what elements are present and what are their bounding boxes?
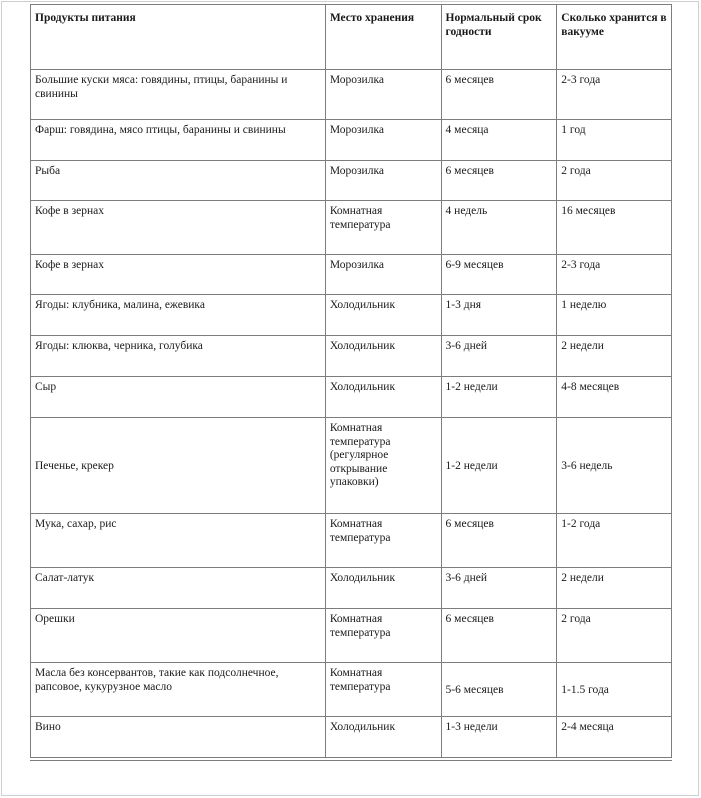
cell-normal: 3-6 дней — [441, 568, 557, 609]
header-place: Место хранения — [325, 5, 441, 70]
cell-product: Орешки — [31, 609, 326, 663]
cell-vacuum: 2-3 года — [557, 255, 672, 295]
cell-normal: 4 недель — [441, 201, 557, 255]
table-bottom-divider — [30, 760, 672, 761]
cell-vacuum: 1-2 года — [557, 514, 672, 568]
cell-place: Комнатная температура — [325, 514, 441, 568]
cell-product: Кофе в зернах — [31, 201, 326, 255]
cell-vacuum: 1 год — [557, 120, 672, 161]
table-row — [31, 201, 672, 255]
cell-vacuum: 2 недели — [557, 336, 672, 377]
table-row — [31, 717, 672, 758]
cell-product: Ягоды: клюква, черника, голубика — [31, 336, 326, 377]
cell-product: Фарш: говядина, мясо птицы, баранины и свинины — [31, 120, 326, 161]
cell-normal: 1-2 недели — [441, 377, 557, 418]
table-row — [31, 418, 672, 514]
cell-vacuum: 2-3 года — [557, 70, 672, 120]
cell-normal: 6 месяцев — [441, 514, 557, 568]
table-row — [31, 663, 672, 717]
cell-product: Ягоды: клубника, малина, ежевика — [31, 295, 326, 336]
cell-place: Комнатная температура — [325, 201, 441, 255]
cell-normal: 5-6 месяцев — [441, 663, 557, 717]
cell-place: Холодильник — [325, 568, 441, 609]
cell-product: Большие куски мяса: говядины, птицы, баранины и свинины — [31, 70, 326, 120]
cell-vacuum: 2-4 месяца — [557, 717, 672, 758]
cell-place: Морозилка — [325, 120, 441, 161]
table-row — [31, 120, 672, 161]
cell-vacuum: 3-6 недель — [557, 418, 672, 514]
table-row — [31, 70, 672, 120]
cell-place: Морозилка — [325, 255, 441, 295]
table-header-row — [31, 5, 672, 70]
cell-place: Морозилка — [325, 161, 441, 201]
cell-product: Масла без консервантов, такие как подсолнечное, рапсовое, кукурузное масло — [31, 663, 326, 717]
cell-normal: 1-3 недели — [441, 717, 557, 758]
cell-place: Холодильник — [325, 336, 441, 377]
cell-vacuum: 1 неделю — [557, 295, 672, 336]
cell-vacuum: 2 года — [557, 609, 672, 663]
cell-normal: 1-3 дня — [441, 295, 557, 336]
cell-normal: 1-2 недели — [441, 418, 557, 514]
cell-place: Холодильник — [325, 295, 441, 336]
cell-product: Рыба — [31, 161, 326, 201]
cell-normal: 3-6 дней — [441, 336, 557, 377]
cell-normal: 6 месяцев — [441, 70, 557, 120]
cell-place: Комнатная температура — [325, 663, 441, 717]
cell-place: Морозилка — [325, 70, 441, 120]
cell-vacuum: 4-8 месяцев — [557, 377, 672, 418]
cell-normal: 6 месяцев — [441, 609, 557, 663]
cell-vacuum: 2 года — [557, 161, 672, 201]
table-row — [31, 514, 672, 568]
cell-product: Мука, сахар, рис — [31, 514, 326, 568]
table-row — [31, 336, 672, 377]
cell-place: Холодильник — [325, 377, 441, 418]
cell-vacuum: 1-1.5 года — [557, 663, 672, 717]
cell-product: Салат-латук — [31, 568, 326, 609]
header-normal: Нормальный срок годности — [441, 5, 557, 70]
table-row — [31, 377, 672, 418]
storage-table — [30, 4, 672, 758]
table-row — [31, 609, 672, 663]
cell-normal: 6-9 месяцев — [441, 255, 557, 295]
header-product: Продукты питания — [31, 5, 326, 70]
table-row — [31, 255, 672, 295]
cell-place: Комнатная температура — [325, 609, 441, 663]
table-row — [31, 295, 672, 336]
table-row — [31, 161, 672, 201]
cell-vacuum: 16 месяцев — [557, 201, 672, 255]
cell-vacuum: 2 недели — [557, 568, 672, 609]
cell-product: Кофе в зернах — [31, 255, 326, 295]
cell-product: Вино — [31, 717, 326, 758]
header-vacuum: Сколько хранится в вакууме — [557, 5, 672, 70]
cell-place: Комнатная температура (регулярное открывание упаковки) — [325, 418, 441, 514]
cell-product: Печенье, крекер — [31, 418, 326, 514]
cell-normal: 6 месяцев — [441, 161, 557, 201]
cell-normal: 4 месяца — [441, 120, 557, 161]
cell-product: Сыр — [31, 377, 326, 418]
table-row — [31, 568, 672, 609]
cell-place: Холодильник — [325, 717, 441, 758]
